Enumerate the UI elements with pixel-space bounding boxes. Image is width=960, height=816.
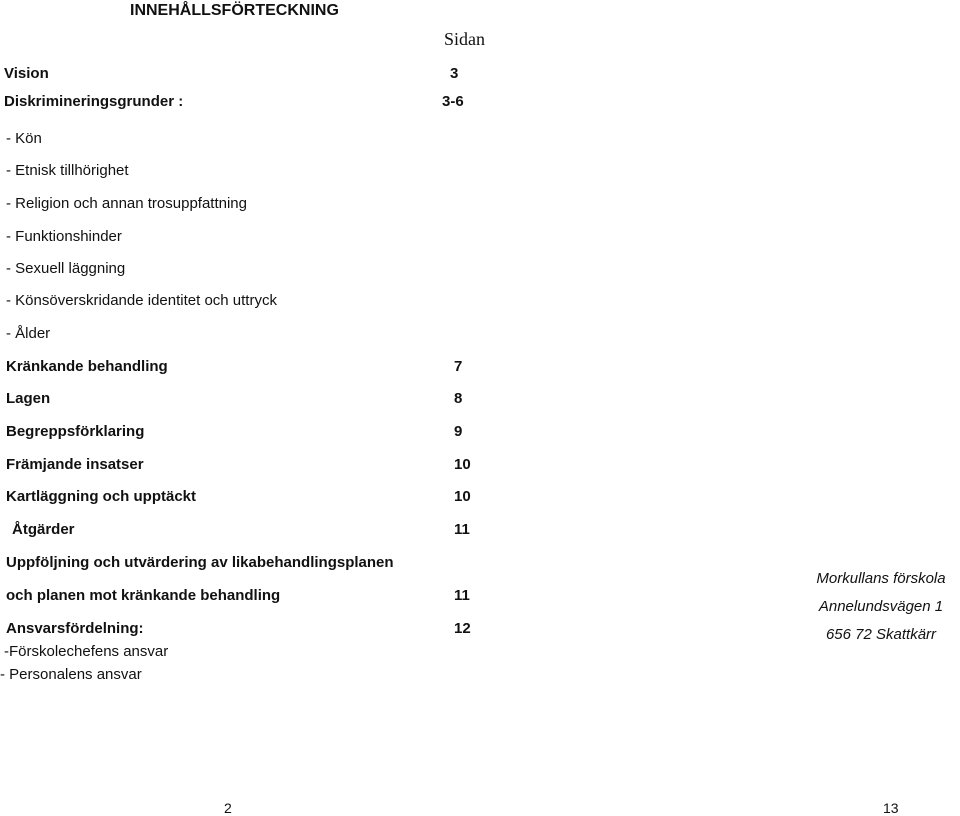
ground-item: - Religion och annan trosuppfattning	[6, 195, 247, 212]
toc-entry-begreppsforklaring: Begreppsförklaring	[6, 423, 145, 440]
toc-page-kartlaggning: 10	[454, 488, 471, 505]
toc-page-vision: 3	[450, 65, 459, 82]
toc-entry-framjande: Främjande insatser	[6, 456, 144, 473]
toc-page-krankande: 7	[454, 358, 463, 375]
ground-item: - Ålder	[6, 325, 51, 342]
toc-entry-diskrimineringsgrunder: Diskrimineringsgrunder :	[4, 93, 184, 110]
toc-entry-atgarder: Åtgärder	[12, 521, 75, 538]
responsibility-item: - Personalens ansvar	[0, 666, 142, 683]
address-name: Morkullans förskola	[816, 570, 946, 587]
ground-item: - Funktionshinder	[6, 228, 122, 245]
ground-item: - Etnisk tillhörighet	[6, 162, 129, 179]
footer-page-left: 2	[224, 800, 232, 816]
toc-entry-lagen: Lagen	[6, 390, 51, 407]
toc-page-lagen: 8	[454, 390, 463, 407]
toc-entry-vision: Vision	[4, 65, 49, 82]
toc-entry-krankande: Kränkande behandling	[6, 358, 168, 375]
toc-page-ansvarsfordelning: 12	[454, 620, 471, 637]
toc-entry-kartlaggning: Kartläggning och upptäckt	[6, 488, 197, 505]
toc-entry-ansvarsfordelning: Ansvarsfördelning:	[6, 620, 144, 637]
address-city: 656 72 Skattkärr	[825, 626, 937, 643]
toc-page-planen: 11	[454, 587, 470, 604]
toc-page-framjande: 10	[454, 456, 471, 473]
footer-page-right: 13	[883, 800, 899, 816]
responsibility-item: -Förskolechefens ansvar	[4, 643, 169, 660]
page-column-label: Sidan	[444, 29, 486, 49]
toc-entry-planen: och planen mot kränkande behandling	[6, 587, 281, 604]
ground-item: - Kön	[6, 130, 42, 147]
ground-item: - Sexuell läggning	[6, 260, 126, 277]
address-street: Annelundsvägen 1	[818, 598, 944, 615]
toc-entry-uppfoljning: Uppföljning och utvärdering av likabehandlingsplanen	[6, 554, 394, 571]
toc-page-begreppsforklaring: 9	[454, 423, 463, 440]
ground-item: - Könsöverskridande identitet och uttryck	[6, 292, 277, 309]
toc-page-atgarder: 11	[454, 521, 470, 538]
toc-page-diskrimineringsgrunder: 3-6	[442, 93, 464, 110]
toc-title: INNEHÅLLSFÖRTECKNING	[130, 2, 339, 19]
